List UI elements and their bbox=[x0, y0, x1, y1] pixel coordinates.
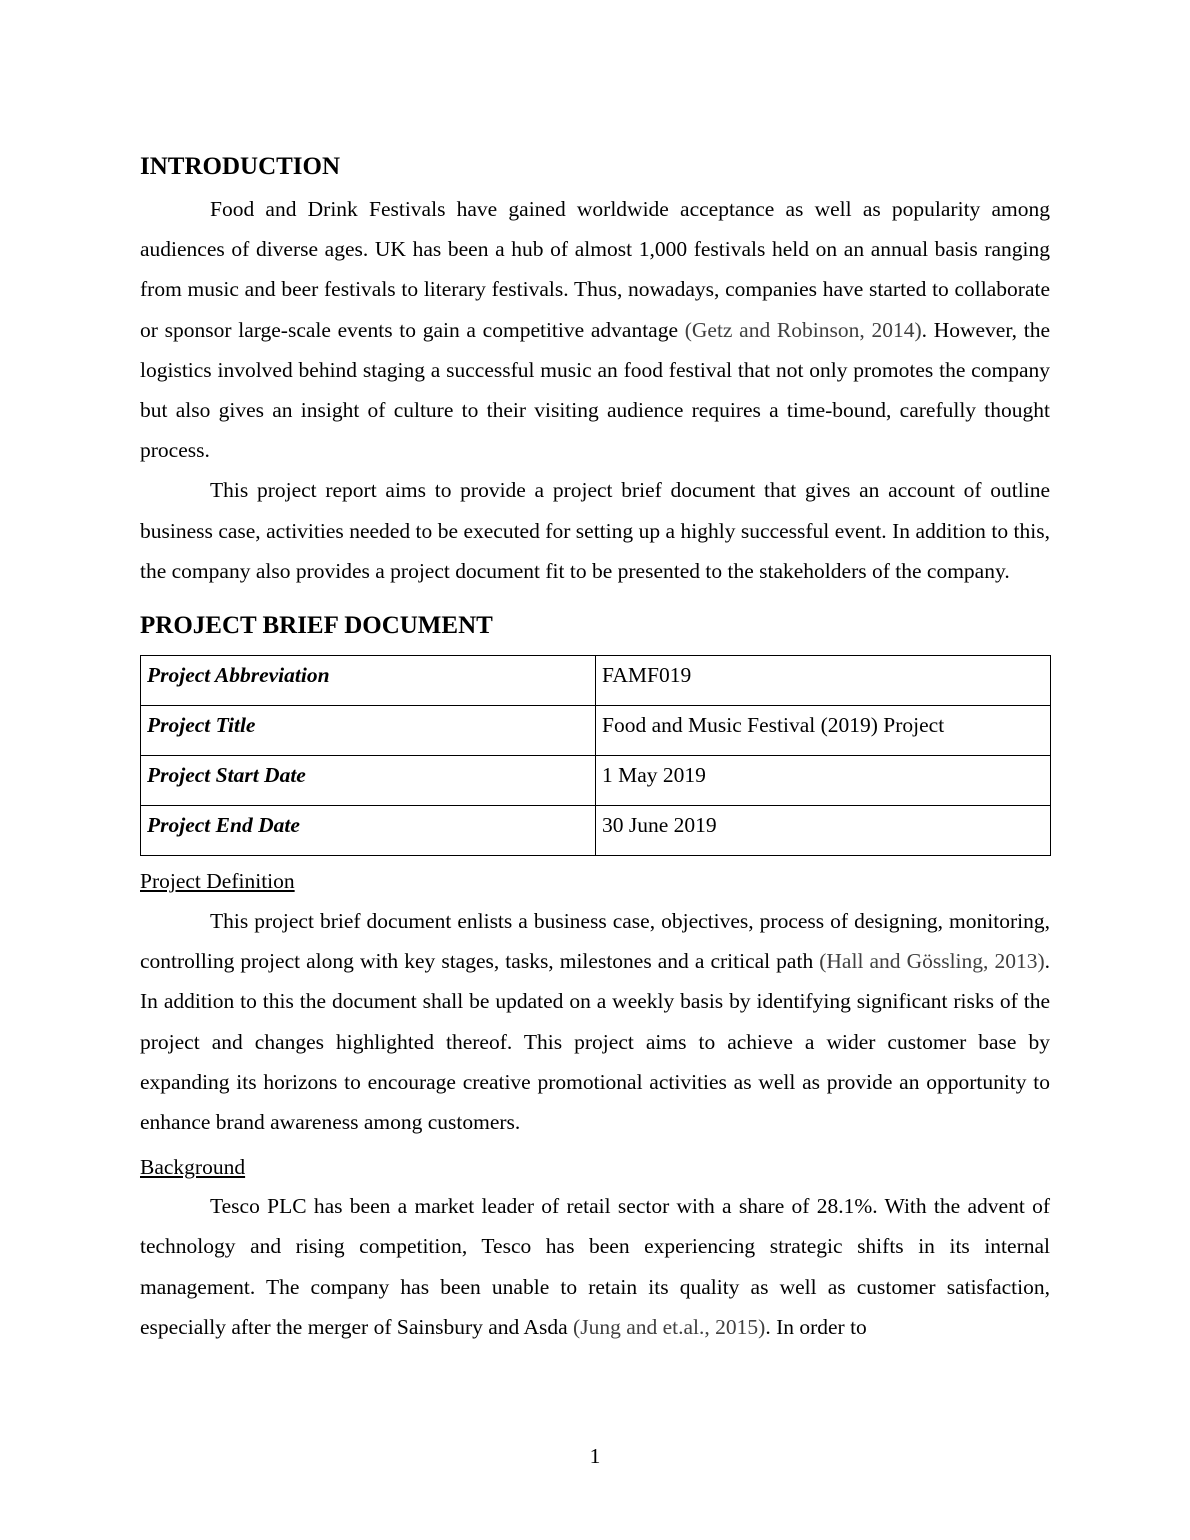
introduction-heading: INTRODUCTION bbox=[140, 153, 341, 180]
table-row bbox=[141, 806, 1051, 856]
introduction-paragraph-1 bbox=[140, 189, 1050, 470]
background-subheading: Background bbox=[140, 1155, 246, 1180]
table-row bbox=[141, 756, 1051, 806]
table-label-cell: Project Start Date bbox=[141, 756, 596, 806]
table-row bbox=[141, 706, 1051, 756]
definition-text-b: . In addition to this the document shall be updated on a weekly basis by identifying significant risks of the project and changes highlighted thereof. This project aims to achieve a wider customer base by expanding its horizons to encourage creative promotional activities as well as provide an opportunity to enhance brand awareness among customers. bbox=[140, 949, 1050, 1135]
intro-para1-text-b: . However, the logistics involved behind staging a successful music an food festival that not only promotes the company but also gives an insight of culture to their visiting audience requires a time-bound, carefully thought process. bbox=[140, 317, 1050, 463]
citation-getz-robinson: (Getz and Robinson, 2014) bbox=[684, 317, 922, 342]
table-row bbox=[141, 656, 1051, 706]
background-text-b: . In order to bbox=[765, 1314, 867, 1339]
project-brief-table bbox=[140, 655, 1051, 856]
project-definition-subheading: Project Definition bbox=[140, 869, 295, 894]
background-text-a: Tesco PLC has been a market leader of retail sector with a share of 28.1%. With the advent of technology and rising competition, Tesco has been experiencing strategic shifts in its internal management. The company has been unable to retain its quality as well as customer satisfaction, especially after the merger of Sainsbury and Asda bbox=[140, 1194, 1050, 1339]
project-brief-heading: PROJECT BRIEF DOCUMENT bbox=[140, 612, 493, 640]
background-paragraph bbox=[140, 1186, 1050, 1347]
document-page bbox=[140, 150, 1050, 1347]
citation-jung-etal: (Jung and et.al., 2015) bbox=[573, 1314, 766, 1339]
definition-text-a: This project brief document enlists a business case, objectives, process of designing, monitoring, controlling project along with key stages, tasks, milestones and a critical path bbox=[140, 909, 1050, 974]
table-value-cell: 1 May 2019 bbox=[596, 756, 1051, 806]
intro-para1-text-a: Food and Drink Festivals have gained worldwide acceptance as well as popularity among audiences of diverse ages. UK has been a hub of almost 1,000 festivals held on an annual basis ranging from music and beer festivals to literary festivals. Thus, nowadays, companies have started to collaborate or sponsor large-scale events to gain a competitive advantage bbox=[140, 197, 1050, 342]
table-value-cell: Food and Music Festival (2019) Project bbox=[596, 706, 1051, 756]
table-label-cell: Project Abbreviation bbox=[141, 656, 596, 706]
page-number: 1 bbox=[589, 1444, 601, 1468]
project-definition-paragraph bbox=[140, 901, 1050, 1142]
table-label-cell: Project Title bbox=[141, 706, 596, 756]
table-value-cell: FAMF019 bbox=[596, 656, 1051, 706]
table-label-cell: Project End Date bbox=[141, 806, 596, 856]
citation-hall-gossling: (Hall and Gössling, 2013) bbox=[819, 949, 1045, 974]
introduction-paragraph-2: This project report aims to provide a project brief document that gives an account of outline business case, activities needed to be executed for setting up a highly successful event. In addition to this, the company also provides a project document fit to be presented to the stakeholders of the company. bbox=[140, 478, 1050, 583]
table-value-cell: 30 June 2019 bbox=[596, 806, 1051, 856]
